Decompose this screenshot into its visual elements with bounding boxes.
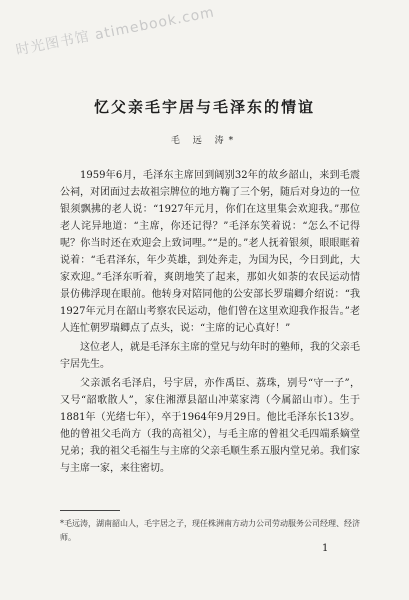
watermark: 时光图书馆 atimebook.com: [14, 4, 217, 59]
page-number: 1: [322, 543, 329, 554]
article-author: 毛 远 涛*: [170, 136, 239, 146]
article-title: 忆父亲毛宇居与毛泽东的情谊: [93, 98, 315, 116]
paragraph-2: 这位老人，就是毛泽东主席的堂兄与幼年时的塾师，我的父亲毛宇居先生。: [60, 342, 360, 370]
footnote: *毛远涛，湖南韶山人，毛宇居之子，现任株洲南方动力公司劳动服务公司经理、经济师。: [60, 519, 360, 542]
footnote-divider: [60, 510, 120, 511]
article-body: [60, 167, 360, 479]
paragraph-3: 父亲派名毛泽启，号宇居，亦作禹臣、荔珠，别号“守一子”，又号“韶歌散人”，家住湘潭县韶山冲菜家湾（今属韶山市）。生于1881年（光绪七年），卒于1964年9月29日。他比毛泽东长13岁。他的曾祖父毛尚方（我的高祖父），与毛主席的曾祖父毛四端系嫡堂兄弟；我的祖父毛福生与主席的父亲毛顺生系五服内堂兄弟。我们家与主席一家，来往密切。: [60, 378, 360, 474]
paragraph-1: 1959年6月，毛泽东主席回到阔别32年的故乡韶山，来到毛震公祠，对团面过去故祖宗牌位的地方鞠了三个躬，随后对身边的一位银须飘拂的老人说：“1927年元月，你们在这里集会欢迎我。”那位老人诧异地道：“主席，你还记得？”毛泽东笑着说：“怎么不记得呢？你当时还在欢迎会上致词哩。”“是的。”老人抚着银须，眼眼眶着说着：“毛君泽东，年少英雄，到处奔走，为国为民，今日到此，大家欢迎。”毛泽东听着，爽朗地笑了起来，那如火如荼的农民运动情景仿佛浮现在眼前。他转身对陪同他的公安部长罗瑞卿介绍说：“我1927年元月在韶山考察农民运动，他们曾在这里欢迎我作报告。”老人连忙朝罗瑞卿点了点头，说：“主席的记心真好！”: [60, 170, 360, 334]
